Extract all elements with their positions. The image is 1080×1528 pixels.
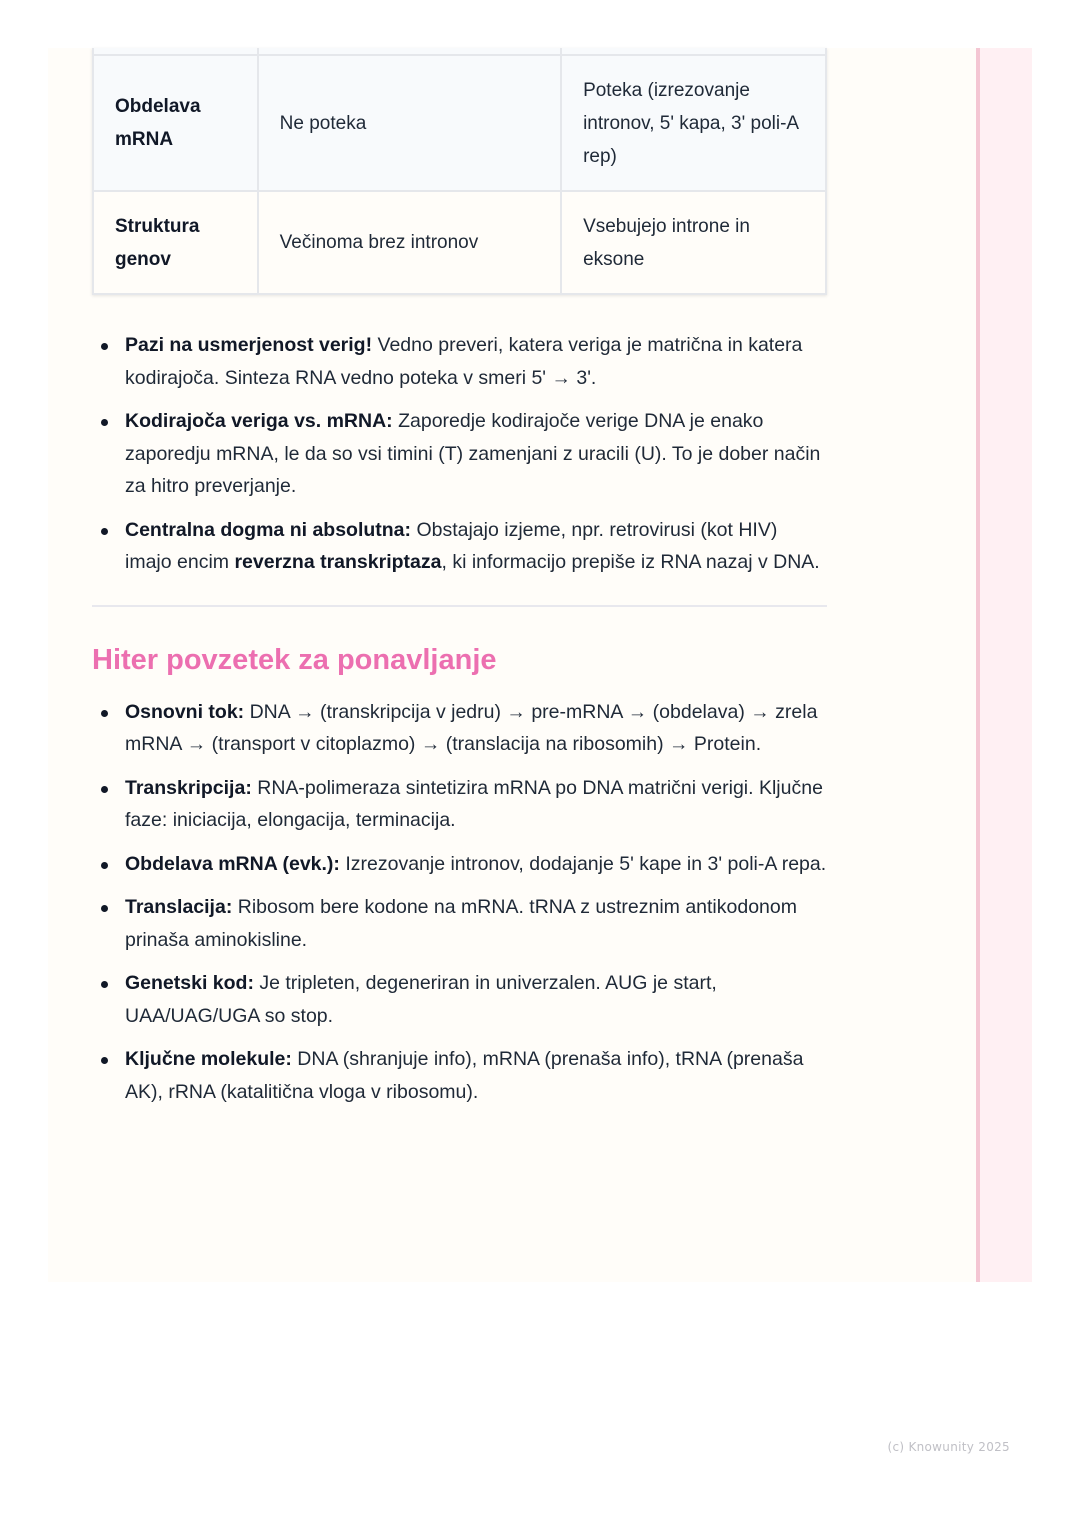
table-row bbox=[93, 55, 826, 191]
summary-item-text: Je tripleten, degeneriran in univerzalen. AUG je start, UAA/UAG/UGA so stop. bbox=[125, 972, 717, 1027]
document-content bbox=[92, 48, 827, 1119]
comparison-table bbox=[92, 48, 827, 295]
tip-heading: Kodirajoča veriga vs. mRNA: bbox=[125, 410, 393, 432]
copyright-footer: (c) Knowunity 2025 bbox=[887, 1440, 1010, 1454]
summary-item-heading: Obdelava mRNA (evk.): bbox=[125, 852, 340, 875]
prokaryote-cell: Ne poteka bbox=[258, 55, 561, 191]
list-item bbox=[92, 967, 827, 1032]
summary-item-heading: Ključne molekule: bbox=[125, 1048, 292, 1070]
summary-list bbox=[92, 696, 827, 1109]
list-item bbox=[92, 514, 827, 579]
list-item bbox=[92, 405, 827, 503]
list-item bbox=[92, 696, 827, 761]
section-divider bbox=[92, 605, 827, 607]
summary-item-heading: Transkripcija: bbox=[125, 776, 252, 799]
tip-text: Zaporedje kodirajoče verige DNA je enako zaporedju mRNA, le da so vsi timini (T) zamenjani z uracili (U). To je dober način za hitro preverjanje. bbox=[125, 410, 821, 497]
list-item bbox=[92, 329, 827, 394]
summary-item-text: Ribosom bere kodone na mRNA. tRNA z ustreznim antikodonom prinaša aminokisline. bbox=[125, 896, 797, 951]
tip-heading: Centralna dogma ni absolutna: bbox=[125, 518, 412, 541]
summary-item-heading: Translacija: bbox=[125, 896, 233, 918]
prokaryote-cell: Večinoma brez intronov bbox=[258, 191, 561, 294]
summary-item-text: DNA (shranjuje info), mRNA (prenaša info), tRNA (prenaša AK), rRNA (katalitična vloga v ribosomu). bbox=[125, 1048, 804, 1103]
list-item bbox=[92, 848, 827, 881]
row-label: Obdelava mRNA bbox=[93, 55, 258, 191]
tip-text: Vedno preveri, katera veriga je matrična in katera kodirajoča. Sinteza RNA vedno poteka v smeri 5' → 3'. bbox=[125, 334, 803, 389]
summary-item-text: RNA-polimeraza sintetizira mRNA po DNA matrični verigi. Ključne faze: iniciacija, elongacija, terminacija. bbox=[125, 776, 823, 831]
summary-item-text: DNA → (transkripcija v jedru) → pre-mRNA → (obdelava) → zrela mRNA → (transport v citoplazmo) → (translacija na ribosomih) → Protein. bbox=[125, 700, 818, 755]
table-row-continued bbox=[93, 48, 826, 55]
tip-text: Obstajajo izjeme, npr. retrovirusi (kot HIV) imajo encim bbox=[125, 518, 778, 573]
summary-item-heading: Osnovni tok: bbox=[125, 700, 245, 723]
summary-heading: Hiter povzetek za ponavljanje bbox=[92, 643, 497, 676]
list-item bbox=[92, 1043, 827, 1108]
tip-emphasis: reverzna transkriptaza bbox=[234, 551, 442, 573]
tip-heading: Pazi na usmerjenost verig! bbox=[125, 334, 373, 356]
page-side-strip bbox=[976, 48, 1032, 1282]
summary-item-heading: Genetski kod: bbox=[125, 972, 254, 994]
eukaryote-cell: Poteka (izrezovanje intronov, 5' kapa, 3' poli-A rep) bbox=[561, 55, 826, 191]
tip-text: , ki informacijo prepiše iz RNA nazaj v DNA. bbox=[441, 551, 820, 573]
row-label: Struktura genov bbox=[93, 191, 258, 294]
eukaryote-cell: Vsebujejo introne in eksone bbox=[561, 191, 826, 294]
summary-item-text: Izrezovanje intronov, dodajanje 5' kape in 3' poli-A repa. bbox=[339, 852, 827, 875]
table-row bbox=[93, 191, 826, 294]
list-item bbox=[92, 772, 827, 837]
list-item bbox=[92, 891, 827, 956]
tips-list bbox=[92, 329, 827, 579]
